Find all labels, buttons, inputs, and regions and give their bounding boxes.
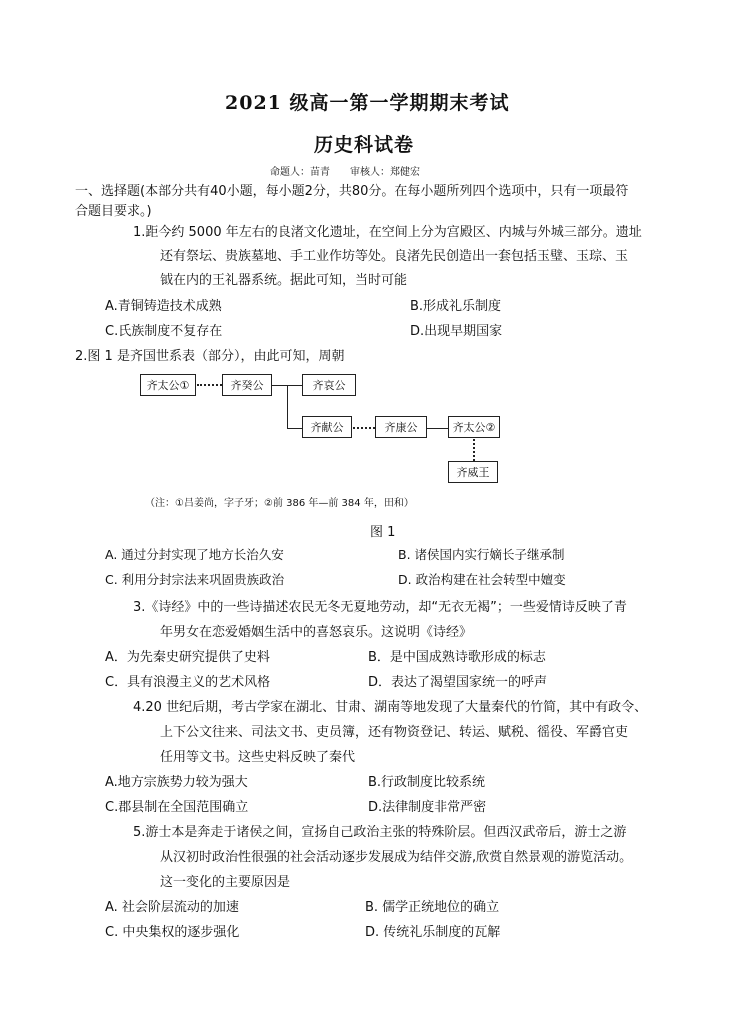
dotted-connector [197,384,222,386]
q4-stem-line1: 4.20 世纪后期，考古学家在湖北、甘肃、湖南等地发现了大量秦代的竹简，其中有政令、 [133,700,648,715]
connector-line [287,385,302,386]
q3-stem-line1: 3.《诗经》中的一些诗描述农民无冬无夏地劳动，却“无衣无褐”；一些爱情诗反映了青 [133,600,627,615]
q4-stem-line2: 上下公文往来、司法文书、吏员簿，还有物资登记、转运、赋税、徭役、军爵官吏 [160,725,629,740]
q5-stem-line3: 这一变化的主要原因是 [160,875,291,890]
node-kang: 齐康公 [375,416,427,438]
exam-subtitle: 历史科试卷 [314,134,415,156]
q4-stem-line3: 任用等文书。这些史料反映了秦代 [160,750,356,765]
q5-option-c[interactable]: C. 中央集权的逐步强化 [105,925,240,940]
q1-stem-line2: 还有祭坛、贵族墓地、手工业作坊等处。良渚先民创造出一套包括玉璧、玉琮、玉 [160,249,629,264]
q5-stem-line2: 从汉初时政治性很强的社会活动逐步发展成为结伴交游,欣赏自然景观的游览活动。 [160,850,633,865]
q1-option-a[interactable]: A.青铜铸造技术成熟 [105,299,222,314]
q3-option-d[interactable]: D．表达了渴望国家统一的呼声 [368,675,548,690]
q3-option-b[interactable]: B．是中国成熟诗歌形成的标志 [368,650,546,665]
q3-option-a[interactable]: A．为先秦史研究提供了史料 [105,650,270,665]
q1-option-b[interactable]: B.形成礼乐制度 [410,299,502,314]
q3-stem-line2: 年男女在恋爱婚姻生活中的喜怒哀乐。这说明《诗经》 [160,625,473,640]
q5-stem-line1: 5.游士本是奔走于诸侯之间，宣扬自己政治主张的特殊阶层。但西汉武帝后，游士之游 [133,825,627,840]
dotted-connector [353,427,375,429]
q2-stem-line1: 2.图 1 是齐国世系表（部分），由此可知，周朝 [75,349,345,364]
node-taigong2: 齐太公② [448,416,500,438]
q4-option-b[interactable]: B.行政制度比较系统 [368,775,486,790]
q2-option-b[interactable]: B. 诸侯国内实行嫡长子继承制 [398,547,565,562]
dotted-connector [473,439,475,461]
section-instructions-line2: 合题目要求。) [75,204,152,219]
exam-authors: 命题人：苗青 审核人：郑健宏 [270,167,420,178]
node-ai: 齐哀公 [302,374,356,396]
q4-option-d[interactable]: D.法律制度非常严密 [368,800,487,815]
q2-option-a[interactable]: A. 通过分封实现了地方长治久安 [105,547,284,562]
node-gui: 齐癸公 [222,374,272,396]
figure-caption: 图 1 [370,525,396,540]
q3-option-c[interactable]: C．具有浪漫主义的艺术风格 [105,675,271,690]
connector-line [287,385,288,428]
connector-line [272,385,287,386]
q4-option-a[interactable]: A.地方宗族势力较为强大 [105,775,248,790]
section-instructions-line1: 一、选择题(本部分共有40小题，每小题2分，共80分。在每小题所列四个选项中，只有一项最符 [75,184,629,199]
connector-line [427,428,448,429]
node-wei: 齐威王 [448,461,498,483]
q1-option-d[interactable]: D.出现早期国家 [410,324,503,339]
q4-option-c[interactable]: C.郡县制在全国范围确立 [105,800,249,815]
connector-line [287,428,302,429]
q1-stem-line3: 钺在内的王礼器系统。据此可知，当时可能 [160,273,408,288]
q1-stem-line1: 1.距今约 5000 年左右的良渚文化遗址，在空间上分为宫殿区、内城与外城三部分。遗址 [133,225,642,240]
q2-option-c[interactable]: C. 利用分封宗法来巩固贵族政治 [105,572,285,587]
exam-title: 2021 级高一第一学期期末考试 [225,92,510,114]
q5-option-d[interactable]: D. 传统礼乐制度的瓦解 [365,925,501,940]
q5-option-a[interactable]: A. 社会阶层流动的加速 [105,900,239,915]
node-taigong1: 齐太公① [140,374,196,396]
figure-note: （注：①吕姜尚，字子牙；②前 386 年—前 384 年，田和） [145,498,414,509]
q2-option-d[interactable]: D. 政治构建在社会转型中嬗变 [398,572,566,587]
node-xian: 齐献公 [302,416,352,438]
q1-option-c[interactable]: C.氏族制度不复存在 [105,324,223,339]
q5-option-b[interactable]: B. 儒学正统地位的确立 [365,900,500,915]
